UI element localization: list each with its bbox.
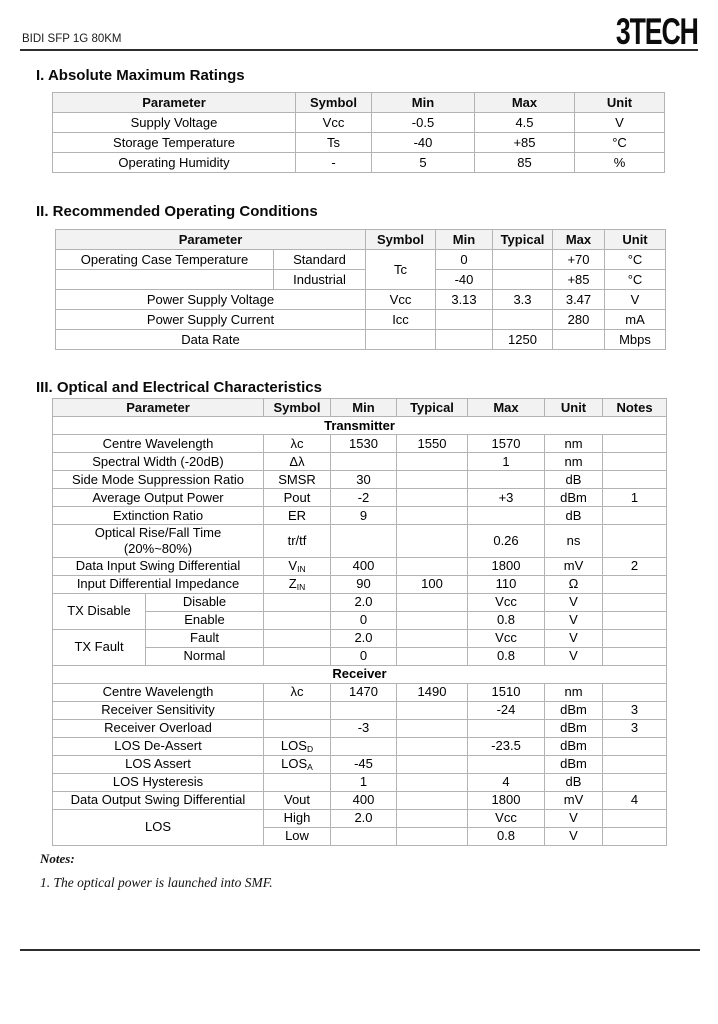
parameter-line-1: Optical Rise/Fall Time [94, 525, 222, 541]
cell-parameter: Operating Case Temperature [56, 250, 274, 270]
cell-min [331, 525, 397, 557]
note-item: 1. The optical power is launched into SMF. [40, 874, 273, 890]
cell-max: -23.5 [468, 737, 545, 755]
cell-unit: V [605, 290, 666, 310]
symbol-subscript: D [306, 744, 314, 755]
cell-min: -40 [372, 133, 475, 153]
table-row [53, 629, 667, 647]
cell-min: 0 [331, 611, 397, 629]
notes-title: Notes: [40, 850, 75, 866]
characteristics-table [52, 398, 667, 845]
cell-symbol: Pout [264, 489, 331, 507]
table-header-row [53, 93, 665, 113]
cell-parameter: Extinction Ratio [53, 507, 264, 525]
cell-notes [603, 809, 667, 827]
cell-unit: nm [545, 453, 603, 471]
col-header-unit: Unit [575, 93, 665, 113]
cell-unit: Mbps [605, 330, 666, 350]
table-row [53, 647, 667, 665]
cell-parameter: LOS Hysteresis [53, 773, 264, 791]
cell-typical: 1550 [397, 435, 468, 453]
cell-symbol [264, 575, 331, 593]
cell-typical [397, 737, 468, 755]
col-header-max: Max [468, 399, 545, 417]
cell-parameter: Data Input Swing Differential [53, 557, 264, 575]
cell-parameter: Receiver Overload [53, 719, 264, 737]
cell-unit: dBm [545, 489, 603, 507]
cell-notes [603, 575, 667, 593]
cell-max: 1800 [468, 557, 545, 575]
cell-min: 9 [331, 507, 397, 525]
cell-unit: V [545, 827, 603, 845]
cell-min: 0 [331, 647, 397, 665]
cell-symbol: λc [264, 683, 331, 701]
cell-max [468, 719, 545, 737]
cell-parameter: Data Rate [56, 330, 366, 350]
cell-parameter: Average Output Power [53, 489, 264, 507]
cell-symbol: SMSR [264, 471, 331, 489]
receiver-section-row [53, 665, 667, 683]
cell-min: 5 [372, 153, 475, 173]
cell-symbol: Icc [366, 310, 436, 330]
table-header-row [53, 399, 667, 417]
notes-block [40, 851, 718, 891]
table-row [53, 525, 667, 557]
cell-max: Vcc [468, 593, 545, 611]
cell-symbol [264, 701, 331, 719]
cell-typical [397, 629, 468, 647]
cell-min: 30 [331, 471, 397, 489]
cell-unit: °C [605, 250, 666, 270]
cell-max: 1 [468, 453, 545, 471]
cell-parameter: TX Fault [53, 629, 146, 665]
table-row [53, 719, 667, 737]
cell-typical [397, 719, 468, 737]
cell-typical [397, 507, 468, 525]
cell-unit: V [575, 113, 665, 133]
table-row [53, 611, 667, 629]
col-header-min: Min [436, 230, 493, 250]
cell-parameter: Side Mode Suppression Ratio [53, 471, 264, 489]
symbol-subscript: IN [297, 564, 306, 575]
col-header-typical: Typical [493, 230, 553, 250]
page-header [0, 0, 718, 52]
cell-symbol [264, 755, 331, 773]
cell-min: -2 [331, 489, 397, 507]
header-rule [20, 49, 698, 51]
cell-max [553, 330, 605, 350]
table-row [56, 270, 666, 290]
cell-notes [603, 471, 667, 489]
table-row [53, 471, 667, 489]
cell-notes: 3 [603, 701, 667, 719]
cell-symbol: Δλ [264, 453, 331, 471]
cell-symbol: Ts [296, 133, 372, 153]
cell-notes [603, 611, 667, 629]
col-header-notes: Notes [603, 399, 667, 417]
cell-max: 3.47 [553, 290, 605, 310]
table-row [53, 113, 665, 133]
cell-unit: V [545, 647, 603, 665]
cell-max: 110 [468, 575, 545, 593]
cell-unit: nm [545, 435, 603, 453]
cell-min: 3.13 [436, 290, 493, 310]
col-header-symbol: Symbol [264, 399, 331, 417]
symbol-base: LOS [280, 738, 307, 754]
cell-symbol [264, 557, 331, 575]
cell-max: 0.8 [468, 611, 545, 629]
cell-notes [603, 755, 667, 773]
cell-min: 1470 [331, 683, 397, 701]
cell-min: 1 [331, 773, 397, 791]
cell-min: 2.0 [331, 593, 397, 611]
symbol-base: LOS [281, 756, 308, 772]
table-row [53, 737, 667, 755]
cell-notes: 4 [603, 791, 667, 809]
table-row [53, 683, 667, 701]
transmitter-section-row [53, 417, 667, 435]
cell-notes [603, 525, 667, 557]
cell-condition: Normal [146, 647, 264, 665]
cell-typical [397, 557, 468, 575]
cell-condition: Enable [146, 611, 264, 629]
cell-unit: Ω [545, 575, 603, 593]
section-label-receiver: Receiver [53, 665, 667, 683]
cell-unit: dB [545, 773, 603, 791]
cell-max [468, 755, 545, 773]
cell-typical [397, 773, 468, 791]
cell-parameter: LOS [53, 809, 264, 845]
cell-parameter: LOS De-Assert [53, 737, 264, 755]
symbol-subscript: A [307, 762, 313, 773]
cell-max: Vcc [468, 809, 545, 827]
symbol-base: Z [288, 576, 297, 592]
cell-min: -3 [331, 719, 397, 737]
cell-max: 1800 [468, 791, 545, 809]
table-row [56, 250, 666, 270]
cell-unit: V [545, 629, 603, 647]
cell-condition: Industrial [274, 270, 366, 290]
col-header-min: Min [331, 399, 397, 417]
parameter-line-2: (20%~80%) [123, 541, 193, 557]
cell-min [331, 701, 397, 719]
cell-min: 1530 [331, 435, 397, 453]
col-header-max: Max [475, 93, 575, 113]
cell-max: 4.5 [475, 113, 575, 133]
table-row [53, 453, 667, 471]
col-header-unit: Unit [605, 230, 666, 250]
cell-typical: 1490 [397, 683, 468, 701]
cell-max: -24 [468, 701, 545, 719]
col-header-parameter: Parameter [56, 230, 366, 250]
cell-parameter: Supply Voltage [53, 113, 296, 133]
cell-parameter [53, 525, 264, 557]
document-title: BIDI SFP 1G 80KM [22, 33, 122, 46]
cell-symbol [264, 629, 331, 647]
cell-unit: ns [545, 525, 603, 557]
cell-max: 4 [468, 773, 545, 791]
cell-min [331, 827, 397, 845]
cell-min: 400 [331, 557, 397, 575]
cell-min: 2.0 [331, 809, 397, 827]
cell-symbol: Vcc [296, 113, 372, 133]
table-row [53, 593, 667, 611]
cell-parameter: Operating Humidity [53, 153, 296, 173]
cell-unit: dB [545, 471, 603, 489]
cell-unit: mV [545, 557, 603, 575]
cell-parameter: Storage Temperature [53, 133, 296, 153]
symbol-subscript: IN [296, 582, 306, 593]
cell-notes [603, 647, 667, 665]
cell-unit: V [545, 809, 603, 827]
table-row [53, 575, 667, 593]
cell-typical [397, 647, 468, 665]
cell-unit: mA [605, 310, 666, 330]
cell-max: 1570 [468, 435, 545, 453]
cell-max: Vcc [468, 629, 545, 647]
cell-typical [397, 701, 468, 719]
cell-max: 0.8 [468, 827, 545, 845]
col-header-typical: Typical [397, 399, 468, 417]
cell-notes [603, 629, 667, 647]
cell-min: -40 [436, 270, 493, 290]
col-header-parameter: Parameter [53, 399, 264, 417]
cell-notes [603, 593, 667, 611]
cell-max: +70 [553, 250, 605, 270]
section-title-absolute-maximum-ratings: I. Absolute Maximum Ratings [36, 67, 245, 85]
cell-condition: Fault [146, 629, 264, 647]
cell-symbol: ER [264, 507, 331, 525]
cell-condition: Standard [274, 250, 366, 270]
cell-min: 0 [436, 250, 493, 270]
col-header-max: Max [553, 230, 605, 250]
cell-parameter: Input Differential Impedance [53, 575, 264, 593]
table-header-row [56, 230, 666, 250]
cell-condition: Disable [146, 593, 264, 611]
cell-max: +3 [468, 489, 545, 507]
col-header-symbol: Symbol [296, 93, 372, 113]
cell-max: 85 [475, 153, 575, 173]
cell-typical [397, 827, 468, 845]
table-row [56, 290, 666, 310]
cell-min: 400 [331, 791, 397, 809]
cell-symbol [264, 647, 331, 665]
col-header-unit: Unit [545, 399, 603, 417]
cell-min [331, 737, 397, 755]
table-row [53, 701, 667, 719]
cell-typical [397, 453, 468, 471]
col-header-parameter: Parameter [53, 93, 296, 113]
cell-typical [397, 755, 468, 773]
cell-max: +85 [553, 270, 605, 290]
table-row [56, 310, 666, 330]
cell-notes [603, 737, 667, 755]
cell-unit: dB [545, 507, 603, 525]
cell-max [468, 471, 545, 489]
table-row [53, 791, 667, 809]
footer-rule [20, 949, 700, 951]
cell-typical: 100 [397, 575, 468, 593]
cell-min: -45 [331, 755, 397, 773]
cell-min [436, 330, 493, 350]
cell-notes [603, 827, 667, 845]
operating-conditions-table [55, 229, 666, 350]
cell-unit: dBm [545, 701, 603, 719]
cell-notes [603, 435, 667, 453]
cell-typical [397, 471, 468, 489]
cell-unit: dBm [545, 755, 603, 773]
cell-parameter: Centre Wavelength [53, 683, 264, 701]
cell-typical [397, 791, 468, 809]
cell-parameter: Data Output Swing Differential [53, 791, 264, 809]
table-row [53, 557, 667, 575]
table-row [53, 435, 667, 453]
cell-unit: V [545, 611, 603, 629]
cell-max: 280 [553, 310, 605, 330]
cell-typical [397, 611, 468, 629]
cell-unit: °C [605, 270, 666, 290]
table-row [53, 755, 667, 773]
cell-unit: V [545, 593, 603, 611]
cell-symbol: Vout [264, 791, 331, 809]
cell-unit: °C [575, 133, 665, 153]
cell-symbol: - [296, 153, 372, 173]
cell-condition: High [264, 809, 331, 827]
cell-typical [493, 270, 553, 290]
cell-symbol: Tc [366, 250, 436, 290]
cell-typical [397, 525, 468, 557]
symbol-base: V [288, 558, 298, 574]
cell-unit: % [575, 153, 665, 173]
cell-typical [397, 593, 468, 611]
col-header-symbol: Symbol [366, 230, 436, 250]
table-row [56, 330, 666, 350]
cell-symbol: λc [264, 435, 331, 453]
cell-min: -0.5 [372, 113, 475, 133]
cell-max: 0.26 [468, 525, 545, 557]
cell-typical [397, 809, 468, 827]
cell-max [468, 507, 545, 525]
table-row [53, 809, 667, 827]
cell-min: 90 [331, 575, 397, 593]
cell-notes: 3 [603, 719, 667, 737]
table-row [53, 133, 665, 153]
cell-symbol [264, 719, 331, 737]
col-header-min: Min [372, 93, 475, 113]
cell-max: +85 [475, 133, 575, 153]
cell-notes [603, 453, 667, 471]
cell-parameter: Spectral Width (-20dB) [53, 453, 264, 471]
cell-symbol [264, 737, 331, 755]
cell-symbol [264, 593, 331, 611]
cell-typical [493, 310, 553, 330]
table-row [53, 507, 667, 525]
cell-parameter [56, 270, 274, 290]
cell-unit: dBm [545, 737, 603, 755]
section-title-optical-electrical-characteristics: III. Optical and Electrical Characteristics [36, 379, 322, 397]
cell-typical: 1250 [493, 330, 553, 350]
cell-typical: 3.3 [493, 290, 553, 310]
cell-symbol [264, 773, 331, 791]
cell-parameter: Centre Wavelength [53, 435, 264, 453]
cell-min [331, 453, 397, 471]
cell-symbol [264, 611, 331, 629]
cell-symbol [366, 330, 436, 350]
cell-parameter: TX Disable [53, 593, 146, 629]
company-logo: 3TECH [616, 11, 698, 52]
cell-notes [603, 683, 667, 701]
cell-notes [603, 507, 667, 525]
cell-min: 2.0 [331, 629, 397, 647]
section-title-recommended-operating-conditions: II. Recommended Operating Conditions [36, 203, 318, 221]
cell-parameter: LOS Assert [53, 755, 264, 773]
cell-condition: Low [264, 827, 331, 845]
table-row [53, 489, 667, 507]
cell-symbol: tr/tf [264, 525, 331, 557]
cell-max: 1510 [468, 683, 545, 701]
cell-typical [397, 489, 468, 507]
cell-unit: nm [545, 683, 603, 701]
section-label-transmitter: Transmitter [53, 417, 667, 435]
abs-max-ratings-table [52, 92, 665, 173]
cell-max: 0.8 [468, 647, 545, 665]
cell-typical [493, 250, 553, 270]
cell-notes: 1 [603, 489, 667, 507]
table-row [53, 773, 667, 791]
table-row [53, 153, 665, 173]
cell-parameter: Power Supply Current [56, 310, 366, 330]
cell-min [436, 310, 493, 330]
cell-symbol: Vcc [366, 290, 436, 310]
cell-notes: 2 [603, 557, 667, 575]
cell-parameter: Receiver Sensitivity [53, 701, 264, 719]
cell-unit: mV [545, 791, 603, 809]
cell-parameter: Power Supply Voltage [56, 290, 366, 310]
cell-notes [603, 773, 667, 791]
cell-unit: dBm [545, 719, 603, 737]
